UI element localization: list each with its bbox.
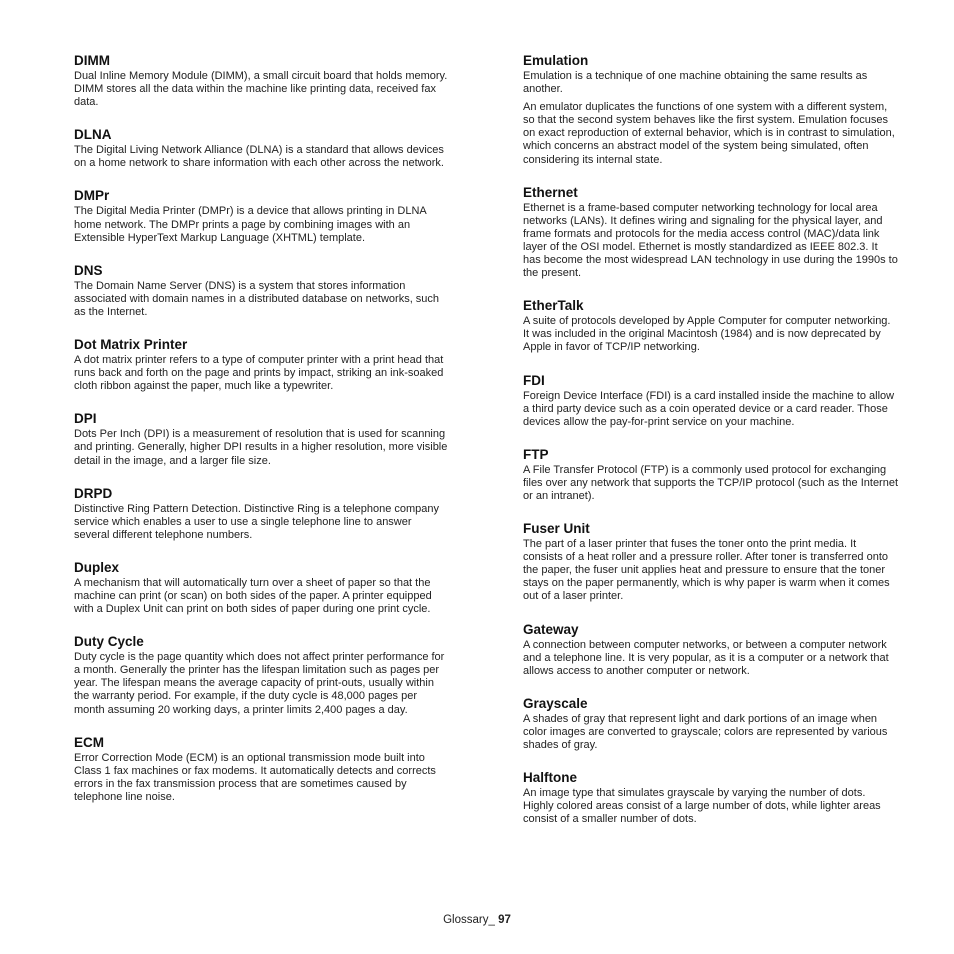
glossary-term: Ethernet <box>523 184 578 200</box>
glossary-term: Halftone <box>523 770 577 786</box>
glossary-definition: The Digital Living Network Alliance (DLNA) is a standard that allows devices on a home network to share information with each other across the network. <box>74 144 444 170</box>
glossary-entry <box>523 53 898 167</box>
glossary-entry <box>74 337 449 393</box>
glossary-term: Duplex <box>74 559 120 575</box>
glossary-term: EtherTalk <box>523 298 584 314</box>
glossary-definition: A connection between computer networks, or between a computer network and a telephone line. It is very popular, as it is a computer or a network that allows access to another computer or network. <box>523 638 889 677</box>
glossary-entry <box>74 53 449 109</box>
glossary-entry <box>523 373 898 429</box>
glossary-entry <box>523 622 898 678</box>
glossary-term: DMPr <box>74 188 110 204</box>
glossary-term: Emulation <box>523 53 589 68</box>
glossary-term: Dot Matrix Printer <box>74 337 188 353</box>
page-number: 97 <box>498 914 511 926</box>
glossary-definition: The Domain Name Server (DNS) is a system that stores information associated with domain names in a distributed database on networks, such as the Internet. <box>74 279 440 318</box>
glossary-column-left <box>74 53 449 804</box>
glossary-term: FTP <box>523 446 549 462</box>
glossary-definition: Ethernet is a frame-based computer networking technology for local area networks (LANs). It defines wiring and signaling for the physical layer, and frame formats and protocols for the media access control (MAC)/data link layer of the OSI model. Ethernet is mostly standardized as IEEE 802.3. It has become the most widespread LAN technology in use during the 1990s to the present. <box>523 201 898 280</box>
glossary-entry <box>74 263 449 319</box>
glossary-entry <box>74 127 449 170</box>
glossary-term: Fuser Unit <box>523 521 590 537</box>
glossary-entry <box>74 560 449 616</box>
glossary-entry <box>74 188 449 244</box>
glossary-term: DLNA <box>74 127 112 143</box>
glossary-column-right <box>523 53 898 826</box>
glossary-term: ECM <box>74 734 104 750</box>
glossary-definition: A shades of gray that represent light and dark portions of an image when color images are converted to grayscale; colors are represented by various shades of gray. <box>523 712 888 751</box>
glossary-definition: Error Correction Mode (ECM) is an optional transmission mode built into Class 1 fax machines or fax modems. It automatically detects and corrects errors in the fax transmission process that are sometimes caused by telephone line noise. <box>74 751 436 803</box>
glossary-definition: An image type that simulates grayscale by varying the number of dots. Highly colored areas consist of a large number of dots, while lighter areas consist of a smaller number of dots. <box>523 787 881 826</box>
glossary-entry <box>523 298 898 354</box>
glossary-entry <box>523 447 898 503</box>
glossary-term: Gateway <box>523 621 579 637</box>
glossary-entry <box>74 486 449 542</box>
glossary-entry <box>74 634 449 716</box>
glossary-entry <box>523 696 898 752</box>
page-footer <box>0 914 954 926</box>
glossary-definition: Foreign Device Interface (FDI) is a card installed inside the machine to allow a third party device such as a coin operated device or a card reader. Those devices allow the pay-for-print service on your machine. <box>523 389 895 428</box>
glossary-definition: The Digital Media Printer (DMPr) is a device that allows printing in DLNA home network. The DMPr prints a page by combining images with an Extensible HyperText Markup Language (XHTML) template. <box>74 205 427 244</box>
glossary-definition: The part of a laser printer that fuses the toner onto the print media. It consists of a heat roller and a pressure roller. After toner is transferred onto the paper, the fuser unit applies heat and pressure to ensure that the toner stays on the paper permanently, which is why paper is warm when it comes out of a laser printer. <box>523 538 890 603</box>
glossary-definition: A mechanism that will automatically turn over a sheet of paper so that the machine can print (or scan) on both sides of the paper. A printer equipped with a Duplex Unit can print on both sides of paper during one print cycle. <box>74 576 432 616</box>
glossary-entry <box>523 185 898 281</box>
glossary-entry <box>74 411 449 467</box>
glossary-entry <box>523 770 898 826</box>
glossary-definition: A File Transfer Protocol (FTP) is a commonly used protocol for exchanging files over any network that supports the TCP/IP protocol (such as the Internet or an intranet). <box>523 463 899 502</box>
glossary-definition: A suite of protocols developed by Apple Computer for computer networking. It was included in the original Macintosh (1984) and is now deprecated by Apple in favor of TCP/IP networking. <box>523 315 891 354</box>
glossary-entry <box>74 735 449 804</box>
glossary-term: DPI <box>74 411 97 427</box>
glossary-term: Duty Cycle <box>74 634 144 650</box>
glossary-definition: A dot matrix printer refers to a type of computer printer with a print head that runs back and forth on the page and prints by impact, striking an ink-soaked cloth ribbon against the paper, much like a typewriter. <box>74 354 444 393</box>
glossary-term: DIMM <box>74 53 110 68</box>
glossary-entry <box>523 521 898 603</box>
glossary-definition: Dots Per Inch (DPI) is a measurement of resolution that is used for scanning and printing. Generally, higher DPI results in a higher resolution, more visible detail in the image, and a larger file size. <box>74 428 448 467</box>
footer-label: Glossary_ <box>443 914 495 926</box>
glossary-definition: An emulator duplicates the functions of one system with a different system, so that the second system behaves like the first system. Emulation focuses on exact reproduction of external behavior, which is in contrast to simulation, which concerns an abstract model of the system being simulated, often considering its internal state. <box>523 101 895 166</box>
glossary-definition: Emulation is a technique of one machine obtaining the same results as another. <box>523 70 868 96</box>
glossary-term: FDI <box>523 372 545 388</box>
glossary-definition: Dual Inline Memory Module (DIMM), a small circuit board that holds memory. DIMM stores all the data within the machine like printing data, received fax data. <box>74 70 448 109</box>
glossary-definition: Duty cycle is the page quantity which does not affect printer performance for a month. Generally the printer has the lifespan limitation such as pages per year. The lifespan means the average capacity of print-outs, usually within the warranty period. For example, if the duty cycle is 48,000 pages per month assuming 20 working days, a printer limits 2,400 pages a day. <box>74 651 445 716</box>
glossary-term: Grayscale <box>523 695 588 711</box>
glossary-term: DNS <box>74 262 103 278</box>
glossary-definition: Distinctive Ring Pattern Detection. Distinctive Ring is a telephone company service which enables a user to use a single telephone line to answer several different telephone numbers. <box>74 502 440 541</box>
glossary-term: DRPD <box>74 485 113 501</box>
